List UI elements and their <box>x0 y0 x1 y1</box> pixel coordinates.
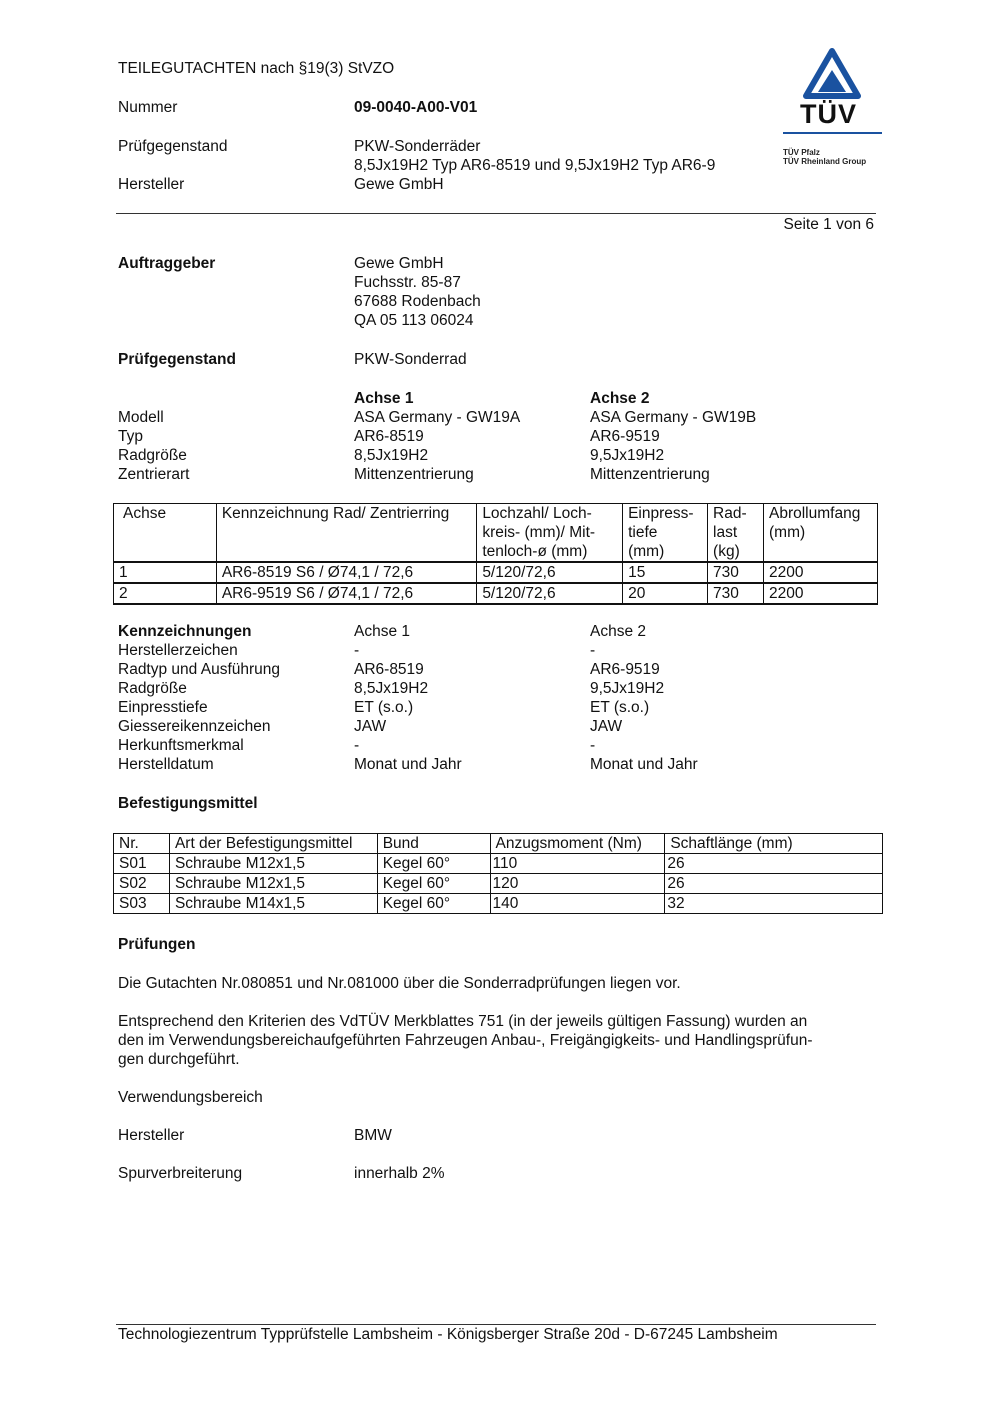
pruefungen-paragraph-2-line: Entsprechend den Kriterien des VdTÜV Merkblattes 751 (in der jeweils gültigen Fassung) wurden an <box>118 1013 808 1030</box>
befestigung-cell: S01 <box>114 854 170 874</box>
achse-cell: 2 <box>114 583 217 604</box>
befestigung-cell: 110 <box>490 854 665 874</box>
kenn-row-label: Einpresstiefe <box>118 699 208 716</box>
auftraggeber-line: QA 05 113 06024 <box>354 312 474 329</box>
tuv-logo <box>780 48 884 178</box>
achse-cell: 2200 <box>764 562 878 583</box>
befestigung-cell: S03 <box>114 894 170 914</box>
kenn-row-label: Radgröße <box>118 680 187 697</box>
achse-cell: AR6-9519 S6 / Ø74,1 / 72,6 <box>216 583 476 604</box>
achse-cell: 5/120/72,6 <box>477 583 623 604</box>
kenn-row-a1: 8,5Jx19H2 <box>354 680 429 697</box>
page-number: Seite 1 von 6 <box>783 216 874 233</box>
befestigung-label: Befestigungsmittel <box>118 795 258 812</box>
kenn-row-a2: - <box>590 737 596 754</box>
befestigung-cell: 140 <box>490 894 665 914</box>
befestigung-header-cell: Art der Befestigungsmittel <box>169 834 377 854</box>
achse-cell: AR6-8519 S6 / Ø74,1 / 72,6 <box>216 562 476 583</box>
pruef-row-a1: AR6-8519 <box>354 428 424 445</box>
tuv-logo-text: TÜV <box>800 99 857 129</box>
pruef-row-label: Zentrierart <box>118 466 190 483</box>
befestigung-header-row <box>114 834 883 854</box>
kenn-row-a2: JAW <box>590 718 623 735</box>
pruefungen-label: Prüfungen <box>118 936 196 953</box>
befestigung-cell: 32 <box>665 894 883 914</box>
achse-cell: 5/120/72,6 <box>477 562 623 583</box>
achse-cell: 730 <box>708 583 764 604</box>
befestigung-cell: S02 <box>114 874 170 894</box>
footer-address: Technologiezentrum Typprüfstelle Lambsheim - Königsberger Straße 20d - D-67245 Lambsheim <box>118 1326 778 1343</box>
pruefungen-paragraph-2-line: gen durchgeführt. <box>118 1051 240 1068</box>
spurverbreiterung-value: innerhalb 2% <box>354 1165 445 1182</box>
achse-header-cell: Kennzeichnung Rad/ Zentrierring <box>216 504 476 563</box>
tuv-logo-sub-2: TÜV Rheinland Group <box>783 157 867 166</box>
achse-cell: 730 <box>708 562 764 583</box>
befestigung-header-cell: Nr. <box>114 834 170 854</box>
befestigung-cell: Kegel 60° <box>377 894 490 914</box>
auftraggeber-line: Gewe GmbH <box>354 255 444 272</box>
pruef-row-a2: ASA Germany - GW19B <box>590 409 757 426</box>
table-row <box>114 854 883 874</box>
kenn-row-a1: AR6-8519 <box>354 661 424 678</box>
tuv-logo-sub-1: TÜV Pfalz <box>783 148 820 157</box>
kenn-row-a1: JAW <box>354 718 387 735</box>
auftraggeber-label: Auftraggeber <box>118 255 216 272</box>
kennzeichnungen-label: Kennzeichnungen <box>118 623 252 640</box>
kenn-row-label: Herstellerzeichen <box>118 642 238 659</box>
verwendungsbereich-label: Verwendungsbereich <box>118 1089 263 1106</box>
nummer-label: Nummer <box>118 99 178 116</box>
tuv-logo-line <box>783 132 882 134</box>
befestigung-cell: 26 <box>665 874 883 894</box>
befestigung-cell: Schraube M12x1,5 <box>169 854 377 874</box>
pruef-row-a2: AR6-9519 <box>590 428 660 445</box>
pruef-achse1-head: Achse 1 <box>354 390 414 407</box>
achse-header-cell: Lochzahl/ Loch- kreis- (mm)/ Mit- tenloch-ø (mm) <box>477 504 623 563</box>
header-divider <box>116 213 876 214</box>
tuv-triangle-icon <box>802 48 862 102</box>
pruef-row-label: Radgröße <box>118 447 187 464</box>
achse-cell: 1 <box>114 562 217 583</box>
achse-cell: 2200 <box>764 583 878 604</box>
nummer-value: 09-0040-A00-V01 <box>354 99 478 116</box>
befestigung-cell: Schraube M12x1,5 <box>169 874 377 894</box>
befestigung-table <box>113 833 883 914</box>
pruef-row-a2: 9,5Jx19H2 <box>590 447 665 464</box>
kenn-row-label: Herstelldatum <box>118 756 214 773</box>
pruefungen-paragraph-2-line: den im Verwendungsbereichaufgeführten Fahrzeugen Anbau-, Freigängigkeits- und Handlingsprüfun- <box>118 1032 813 1049</box>
pruef-row-label: Modell <box>118 409 164 426</box>
befestigung-header-cell: Anzugsmoment (Nm) <box>490 834 665 854</box>
befestigung-header-cell: Bund <box>377 834 490 854</box>
kenn-row-label: Herkunftsmerkmal <box>118 737 244 754</box>
header-hersteller-value: Gewe GmbH <box>354 176 444 193</box>
table-row <box>114 562 878 583</box>
befestigung-cell: Kegel 60° <box>377 854 490 874</box>
kenn-row-a1: ET (s.o.) <box>354 699 414 716</box>
pruef-achse2-head: Achse 2 <box>590 390 650 407</box>
achse-cell: 15 <box>623 562 708 583</box>
table-row <box>114 894 883 914</box>
kenn-row-a2: - <box>590 642 596 659</box>
kenn-row-a1: - <box>354 737 360 754</box>
pruef-row-a1: 8,5Jx19H2 <box>354 447 429 464</box>
auftraggeber-line: Fuchsstr. 85-87 <box>354 274 461 291</box>
header-pruef-label: Prüfgegenstand <box>118 138 228 155</box>
kenn-row-label: Giessereikennzeichen <box>118 718 271 735</box>
achse-header-cell: Achse <box>114 504 217 563</box>
kenn-row-a2: 9,5Jx19H2 <box>590 680 665 697</box>
header-hersteller-label: Hersteller <box>118 176 185 193</box>
kenn-row-a1: Monat und Jahr <box>354 756 462 773</box>
kenn-achse1-head: Achse 1 <box>354 623 411 640</box>
befestigung-cell: 26 <box>665 854 883 874</box>
header-pruef-value-1: PKW-Sonderräder <box>354 138 481 155</box>
table-row <box>114 583 878 604</box>
kenn-achse2-head: Achse 2 <box>590 623 647 640</box>
achse-header-cell: Einpress- tiefe (mm) <box>623 504 708 563</box>
pruefungen-paragraph-1: Die Gutachten Nr.080851 und Nr.081000 über die Sonderradprüfungen liegen vor. <box>118 975 681 992</box>
befestigung-cell: Kegel 60° <box>377 874 490 894</box>
pruefgegenstand-value: PKW-Sonderrad <box>354 351 467 368</box>
auftraggeber-line: 67688 Rodenbach <box>354 293 481 310</box>
header-pruef-value-2: 8,5Jx19H2 Typ AR6-8519 und 9,5Jx19H2 Typ AR6-9 <box>354 157 716 174</box>
achse-table <box>113 503 878 605</box>
spurverbreiterung-label: Spurverbreiterung <box>118 1165 243 1182</box>
pruef-row-label: Typ <box>118 428 143 445</box>
kenn-row-a2: AR6-9519 <box>590 661 660 678</box>
achse-header-cell: Abrollumfang (mm) <box>764 504 878 563</box>
befestigung-header-cell: Schaftlänge (mm) <box>665 834 883 854</box>
pruef-row-a1: ASA Germany - GW19A <box>354 409 521 426</box>
pruef-row-a2: Mittenzentrierung <box>590 466 710 483</box>
kenn-row-a1: - <box>354 642 360 659</box>
achse-header-cell: Rad- last (kg) <box>708 504 764 563</box>
vb-hersteller-label: Hersteller <box>118 1127 185 1144</box>
kenn-row-a2: ET (s.o.) <box>590 699 650 716</box>
kenn-row-label: Radtyp und Ausführung <box>118 661 281 678</box>
pruefgegenstand-label: Prüfgegenstand <box>118 351 236 368</box>
kenn-row-a2: Monat und Jahr <box>590 756 698 773</box>
achse-cell: 20 <box>623 583 708 604</box>
vb-hersteller-value: BMW <box>354 1127 392 1144</box>
befestigung-cell: Schraube M14x1,5 <box>169 894 377 914</box>
document-title: TEILEGUTACHTEN nach §19(3) StVZO <box>118 60 395 77</box>
pruef-row-a1: Mittenzentrierung <box>354 466 474 483</box>
befestigung-cell: 120 <box>490 874 665 894</box>
table-row <box>114 874 883 894</box>
achse-table-header-row <box>114 504 878 563</box>
